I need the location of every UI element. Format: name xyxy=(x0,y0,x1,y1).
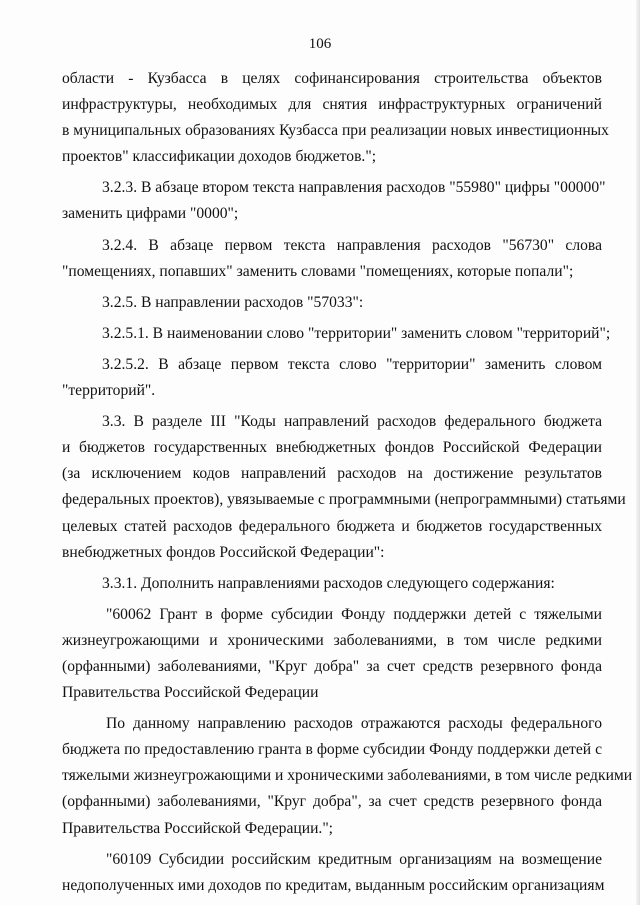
text-line: "территорий". xyxy=(62,382,156,400)
text-line: области - Кузбасса в целях софинансирования строительства объектов xyxy=(62,70,602,87)
text-line: "60062 Грант в форме субсидии Фонду поддержки детей с тяжелыми xyxy=(106,605,602,623)
text-line: федеральных проектов), увязываемые с программными (непрограммными) статьями xyxy=(62,491,626,509)
text-line: (орфанными) заболеваниями, "Круг добра", за счет средств резервного фонда xyxy=(62,793,602,811)
text-line: недополученных ими доходов по кредитам, выданным российским организациям xyxy=(62,876,605,894)
text-line: 3.3.1. Дополнить направлениями расходов следующего содержания: xyxy=(102,574,555,592)
text-line: Правительства Российской Федерации xyxy=(62,684,319,702)
text-line: По данному направлению расходов отражаются расходы федерального xyxy=(106,715,602,733)
text-line: в муниципальных образованиях Кузбасса при реализации новых инвестиционных xyxy=(62,122,609,140)
text-line: заменить цифрами "0000"; xyxy=(62,205,239,223)
text-line: жизнеугрожающими и хроническими заболеваниями, в том числе редкими xyxy=(62,631,602,649)
scan-edge-shadow xyxy=(636,0,640,905)
text-line: "помещениях, попавших" заменить словами "помещениях, которые попали"; xyxy=(62,262,574,280)
text-line: 3.2.5. В направлении расходов "57033": xyxy=(102,293,364,311)
text-line: (орфанными) заболеваниями, "Круг добра" за счет средств резервного фонда xyxy=(62,657,602,675)
document-body xyxy=(62,66,633,899)
text-line: 3.2.5.2. В абзаце первом текста слово "территории" заменить словом xyxy=(102,355,602,373)
text-line: целевых статей расходов федерального бюджета и бюджетов государственных xyxy=(62,517,602,535)
text-line: 3.3. В разделе III "Коды направлений расходов федерального бюджета xyxy=(102,413,602,431)
text-line: и бюджетов государственных внебюджетных фондов Российской Федерации xyxy=(62,439,602,457)
text-line: бюджета по предоставлению гранта в форме субсидии Фонду поддержки детей с xyxy=(62,741,602,759)
text-line: "60109 Субсидии российским кредитным организациям на возмещение xyxy=(106,850,602,868)
text-line: инфраструктуры, необходимых для снятия инфраструктурных ограничений xyxy=(62,96,602,114)
text-line: 3.2.3. В абзаце втором текста направления расходов "55980" цифры "00000" xyxy=(102,179,606,197)
text-line: проектов" классификации доходов бюджетов."; xyxy=(62,148,377,166)
text-line: внебюджетных фондов Российской Федерации": xyxy=(62,543,385,561)
text-line: 3.2.5.1. В наименовании слово "территории" заменить словом "территорий"; xyxy=(102,324,611,342)
text-line: Правительства Российской Федерации."; xyxy=(62,819,334,837)
text-line: (за исключением кодов направлений расходов на достижение результатов xyxy=(62,465,602,483)
text-line: тяжелыми жизнеугрожающими и хроническими заболеваниями, в том числе редкими xyxy=(62,767,633,785)
page-number: 106 xyxy=(308,36,332,52)
text-line: 3.2.4. В абзаце первом текста направления расходов "56730" слова xyxy=(102,236,602,254)
